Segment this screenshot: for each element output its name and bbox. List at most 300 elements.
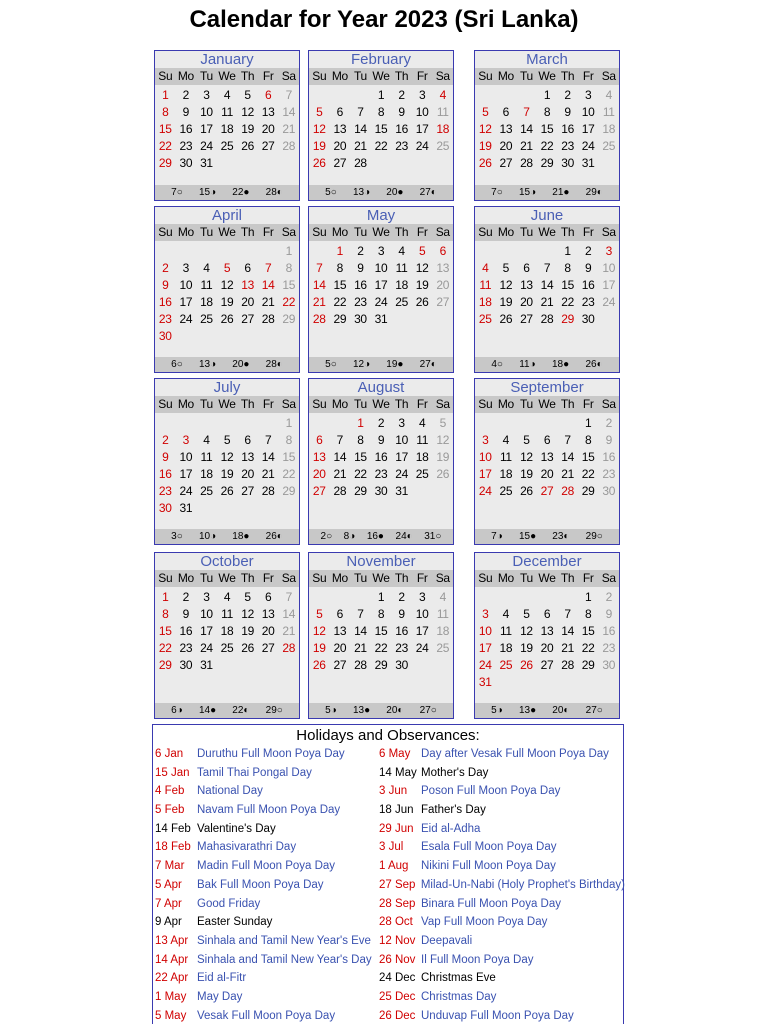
day-cell — [557, 674, 578, 691]
week-row — [309, 415, 453, 432]
day-cell: 16 — [395, 122, 408, 136]
day-cell: 12 — [312, 122, 326, 136]
day-cell: 26 — [520, 658, 533, 672]
moon-phase: 6○ — [171, 359, 183, 370]
holiday-row — [153, 913, 385, 932]
day-cell: 18 — [220, 624, 234, 638]
day-cell: 4 — [605, 88, 612, 102]
weekday-label: Tu — [519, 397, 533, 411]
holiday-row — [153, 801, 385, 820]
day-cell — [391, 311, 412, 328]
day-cell: 11 — [602, 105, 615, 119]
day-cell: 25 — [395, 295, 408, 309]
day-cell: 12 — [520, 450, 533, 464]
day-cell — [475, 589, 496, 606]
month-name: February — [309, 51, 453, 68]
week-row — [155, 277, 299, 294]
day-cell: 23 — [374, 467, 388, 481]
moon-phase: 26◐ — [265, 531, 283, 542]
day-cell: 3 — [398, 416, 405, 430]
day-cell: 24 — [200, 139, 213, 153]
day-cell: 7 — [264, 261, 272, 275]
day-cell: 14 — [354, 624, 367, 638]
day-cell: 8 — [162, 607, 169, 621]
day-cell: 10 — [374, 261, 388, 275]
day-cell: 24 — [478, 658, 492, 672]
day-cell — [496, 589, 517, 606]
day-cell: 2 — [564, 88, 571, 102]
weekday-label: Su — [478, 397, 493, 411]
day-cell: 16 — [374, 450, 388, 464]
day-cell — [278, 657, 299, 674]
day-cell — [432, 155, 453, 172]
day-cell: 29 — [282, 312, 296, 326]
moon-phase: 18● — [551, 359, 570, 370]
day-cell: 27 — [540, 658, 554, 672]
day-cell: 25 — [436, 641, 450, 655]
weekday-header — [309, 396, 453, 413]
day-cell: 3 — [182, 261, 190, 275]
day-cell: 6 — [523, 261, 530, 275]
day-cell: 17 — [478, 641, 492, 655]
day-cell: 7 — [564, 433, 571, 447]
day-cell: 26 — [220, 312, 234, 326]
holiday-row — [153, 764, 385, 783]
week-row — [475, 640, 619, 657]
day-cell: 17 — [602, 278, 616, 292]
day-cell: 4 — [502, 607, 510, 621]
day-cell: 15 — [158, 122, 172, 136]
day-cell: 31 — [581, 156, 595, 170]
day-cell — [516, 87, 537, 104]
day-cell: 27 — [241, 312, 254, 326]
weekday-label: Mo — [331, 571, 348, 585]
day-cell: 8 — [285, 261, 292, 275]
week-row — [309, 294, 453, 311]
weekday-label: Su — [158, 571, 173, 585]
moon-phase: 5○ — [325, 359, 337, 370]
day-cell: 15 — [282, 450, 296, 464]
moon-phases — [309, 357, 453, 372]
week-row — [309, 657, 453, 674]
day-cell: 25 — [602, 139, 616, 153]
holiday-name: Navam Full Moon Poya Day — [197, 804, 341, 817]
day-cell: 28 — [261, 312, 275, 326]
holiday-row — [153, 820, 385, 839]
day-cell: 8 — [584, 433, 592, 447]
day-cell: 22 — [540, 139, 554, 153]
holiday-name: National Day — [197, 785, 263, 798]
holiday-row — [153, 782, 385, 801]
weekday-label: Sa — [601, 225, 616, 239]
day-cell: 10 — [395, 433, 408, 447]
weekday-label: Th — [394, 571, 409, 585]
weekday-label: Sa — [435, 397, 450, 411]
day-cell: 29 — [581, 658, 595, 672]
weekday-label: Tu — [199, 225, 213, 239]
holiday-row — [153, 838, 385, 857]
month-name: October — [155, 553, 299, 570]
moon-phases — [155, 185, 299, 200]
holiday-date: 13 Apr — [155, 934, 189, 947]
week-row — [155, 294, 299, 311]
day-cell — [537, 243, 558, 260]
weekday-header — [155, 68, 299, 85]
day-cell: 9 — [182, 607, 190, 621]
day-cell: 30 — [179, 658, 193, 672]
day-cell: 6 — [543, 607, 551, 621]
week-row — [309, 87, 453, 104]
holiday-date: 9 Apr — [155, 916, 182, 929]
day-cell: 12 — [312, 624, 326, 638]
weekday-label: Mo — [497, 571, 514, 585]
day-cell: 6 — [264, 590, 272, 604]
moon-phases — [475, 357, 619, 372]
day-cell: 25 — [499, 484, 513, 498]
day-cell — [496, 415, 517, 432]
day-cell: 14 — [561, 624, 574, 638]
day-cell: 20 — [261, 122, 275, 136]
holiday-row — [377, 932, 625, 951]
day-cell: 29 — [158, 658, 172, 672]
day-cell: 9 — [398, 105, 405, 119]
moon-phase: 12◑ — [352, 359, 371, 370]
day-cell: 9 — [584, 261, 592, 275]
weekday-header — [155, 224, 299, 241]
weekday-label: We — [372, 69, 390, 83]
moon-phase: 29◐ — [585, 187, 603, 198]
holiday-row — [377, 782, 625, 801]
week-row — [475, 483, 619, 500]
holiday-name: Christmas Eve — [421, 972, 496, 985]
holiday-name: Sinhala and Tamil New Year's Eve — [197, 934, 371, 947]
moon-phase: 29○ — [265, 705, 283, 716]
day-cell: 8 — [336, 261, 344, 275]
day-cell: 21 — [561, 467, 574, 481]
week-row — [155, 432, 299, 449]
day-cell: 26 — [499, 312, 513, 326]
day-cell: 15 — [581, 624, 595, 638]
day-cell: 3 — [605, 244, 612, 258]
day-cell — [278, 500, 299, 517]
day-cell: 9 — [357, 261, 364, 275]
day-cell: 4 — [418, 416, 426, 430]
holiday-date: 25 Dec — [379, 990, 416, 1003]
holiday-date: 18 Jun — [379, 804, 414, 817]
day-cell: 26 — [520, 484, 533, 498]
weekday-label: Sa — [435, 571, 450, 585]
week-row — [309, 606, 453, 623]
day-cell: 3 — [418, 590, 426, 604]
day-cell: 2 — [182, 590, 190, 604]
day-cell: 28 — [282, 641, 296, 655]
moon-phase: 13◑ — [198, 359, 217, 370]
day-cell — [196, 243, 217, 260]
holiday-date: 5 May — [155, 1009, 187, 1022]
day-cell: 2 — [357, 244, 364, 258]
moon-phase: 28◐ — [265, 359, 283, 370]
holiday-date: 28 Sep — [379, 897, 416, 910]
day-cell: 19 — [220, 295, 234, 309]
moon-phases — [475, 529, 619, 544]
day-cell — [176, 328, 197, 345]
month-name: May — [309, 207, 453, 224]
holiday-row — [377, 838, 625, 857]
day-cell — [537, 674, 558, 691]
holiday-date: 15 Jan — [155, 766, 190, 779]
moon-phase: 15● — [518, 531, 537, 542]
holiday-name: Esala Full Moon Poya Day — [421, 841, 557, 854]
day-cell: 13 — [333, 122, 347, 136]
day-cell — [350, 87, 371, 104]
moon-phase: 27○ — [419, 705, 437, 716]
weekday-label: Th — [560, 571, 575, 585]
month-name: March — [475, 51, 619, 68]
day-cell: 30 — [395, 658, 408, 672]
day-cell: 26 — [478, 156, 492, 170]
week-row — [475, 138, 619, 155]
holiday-name: Tamil Thai Pongal Day — [197, 766, 312, 779]
weekday-label: Mo — [177, 69, 194, 83]
weekday-label: Sa — [281, 397, 296, 411]
day-cell: 14 — [540, 278, 554, 292]
month-april — [154, 206, 300, 373]
day-cell: 31 — [200, 658, 213, 672]
day-cell: 1 — [543, 88, 551, 102]
day-cell — [598, 311, 619, 328]
day-cell: 13 — [540, 450, 554, 464]
day-cell: 12 — [241, 105, 254, 119]
day-cell: 22 — [158, 641, 172, 655]
day-cell: 11 — [200, 450, 213, 464]
day-cell: 12 — [478, 122, 492, 136]
weekday-header — [155, 570, 299, 587]
day-cell: 5 — [523, 607, 530, 621]
day-cell: 21 — [561, 641, 574, 655]
moon-phase: 8◑ — [343, 531, 356, 542]
day-cell — [330, 87, 351, 104]
month-september — [474, 378, 620, 545]
day-cell: 4 — [203, 261, 210, 275]
weekday-label: Mo — [331, 69, 348, 83]
weekday-header — [475, 68, 619, 85]
day-cell: 18 — [436, 624, 450, 638]
holiday-row — [377, 969, 625, 988]
day-cell: 17 — [415, 624, 429, 638]
weekday-header — [309, 68, 453, 85]
day-cell: 20 — [333, 139, 347, 153]
holiday-name: Eid al-Adha — [421, 822, 481, 835]
holiday-row — [377, 801, 625, 820]
day-cell: 18 — [200, 467, 213, 481]
day-cell: 2 — [605, 590, 612, 604]
week-row — [155, 243, 299, 260]
day-cell: 28 — [333, 484, 347, 498]
day-cell: 18 — [499, 641, 513, 655]
day-cell: 26 — [312, 658, 326, 672]
week-row — [155, 483, 299, 500]
day-cell: 28 — [561, 484, 574, 498]
weekday-label: Su — [312, 397, 327, 411]
day-cell: 19 — [312, 641, 326, 655]
day-cell: 16 — [179, 624, 193, 638]
moon-phase: 31○ — [424, 531, 442, 542]
moon-phase: 15◑ — [198, 187, 217, 198]
week-row — [309, 483, 453, 500]
weekday-label: Mo — [177, 397, 194, 411]
weekday-header — [309, 224, 453, 241]
day-cell — [432, 657, 453, 674]
week-row — [309, 260, 453, 277]
day-cell: 24 — [415, 139, 429, 153]
holiday-name: Vesak Full Moon Poya Day — [197, 1009, 336, 1022]
day-cell: 8 — [543, 105, 551, 119]
day-cell: 26 — [220, 484, 234, 498]
weekday-label: Mo — [177, 571, 194, 585]
day-cell: 19 — [520, 467, 533, 481]
day-cell: 17 — [200, 122, 213, 136]
month-february — [308, 50, 454, 201]
day-cell — [537, 589, 558, 606]
day-cell: 24 — [478, 484, 492, 498]
day-cell: 7 — [357, 105, 364, 119]
day-cell: 17 — [179, 467, 193, 481]
holiday-date: 24 Dec — [379, 972, 416, 985]
day-cell: 1 — [377, 88, 385, 102]
weekday-label: Su — [312, 571, 327, 585]
day-cell: 11 — [221, 105, 233, 119]
moon-phase: 27○ — [585, 705, 603, 716]
weekday-label: Th — [560, 397, 575, 411]
day-cell: 18 — [415, 450, 429, 464]
month-name: August — [309, 379, 453, 396]
holiday-date: 29 Jun — [379, 822, 414, 835]
day-cell — [217, 657, 238, 674]
day-cell: 3 — [482, 433, 489, 447]
week-row — [475, 606, 619, 623]
holiday-name: Eid al-Fitr — [197, 972, 247, 985]
day-cell — [258, 415, 279, 432]
weekday-header — [475, 570, 619, 587]
day-cell: 20 — [241, 295, 254, 309]
day-cell: 22 — [374, 641, 388, 655]
day-cell: 15 — [561, 278, 574, 292]
week-row — [309, 589, 453, 606]
day-cell: 25 — [436, 139, 450, 153]
day-cell — [309, 589, 330, 606]
holiday-date: 5 Feb — [155, 804, 185, 817]
day-cell: 24 — [374, 295, 388, 309]
weekday-header — [475, 224, 619, 241]
day-cell: 21 — [333, 467, 347, 481]
holiday-date: 1 Aug — [379, 860, 409, 873]
day-cell — [237, 328, 258, 345]
holiday-row — [153, 1007, 385, 1025]
weekday-label: Fr — [582, 69, 594, 83]
day-cell: 10 — [179, 450, 193, 464]
weekday-label: Tu — [353, 397, 367, 411]
weekday-label: Mo — [497, 225, 514, 239]
weekday-label: Tu — [519, 225, 533, 239]
weekday-label: Th — [240, 397, 255, 411]
day-cell — [557, 589, 578, 606]
holiday-name: Milad-Un-Nabi (Holy Prophet's Birthday) — [420, 878, 625, 891]
week-row — [155, 260, 299, 277]
day-cell — [391, 155, 412, 172]
holiday-date: 7 Apr — [155, 897, 182, 910]
holiday-date: 26 Dec — [379, 1009, 416, 1022]
day-cell: 17 — [478, 467, 492, 481]
week-row — [475, 589, 619, 606]
day-cell: 28 — [561, 658, 574, 672]
weekday-label: Mo — [177, 225, 194, 239]
holiday-name: Sinhala and Tamil New Year's Day — [197, 953, 372, 966]
day-cell — [237, 243, 258, 260]
day-cell: 2 — [398, 88, 405, 102]
day-cell: 22 — [374, 139, 388, 153]
day-cell: 9 — [182, 105, 190, 119]
day-cell: 31 — [200, 156, 213, 170]
week-row — [475, 466, 619, 483]
holiday-name: Bak Full Moon Poya Day — [197, 878, 324, 891]
holiday-name: Duruthu Full Moon Poya Day — [197, 748, 345, 760]
day-cell: 21 — [282, 122, 296, 136]
moon-phase: 21● — [552, 187, 570, 198]
week-row — [475, 623, 619, 640]
day-cell: 14 — [261, 450, 275, 464]
weekday-label: Fr — [582, 397, 594, 411]
day-cell: 29 — [333, 312, 347, 326]
week-row — [155, 328, 299, 345]
day-cell: 2 — [398, 590, 405, 604]
day-cell: 30 — [158, 329, 172, 343]
weekday-label: Mo — [497, 69, 514, 83]
day-cell: 21 — [520, 139, 533, 153]
day-cell: 6 — [244, 433, 251, 447]
day-cell — [516, 674, 537, 691]
day-cell — [578, 674, 599, 691]
holiday-row — [153, 857, 385, 876]
day-cell: 18 — [395, 278, 408, 292]
moon-phase: 2○ — [320, 531, 333, 542]
weekday-header — [475, 396, 619, 413]
week-row — [475, 415, 619, 432]
day-cell: 14 — [561, 450, 574, 464]
day-cell: 11 — [395, 261, 408, 275]
holidays-left-column — [153, 745, 385, 1025]
day-cell: 7 — [523, 105, 530, 119]
day-cell: 20 — [520, 295, 533, 309]
day-cell: 17 — [179, 295, 193, 309]
day-cell: 5 — [439, 416, 446, 430]
week-row — [475, 260, 619, 277]
moon-phase: 20◐ — [386, 705, 404, 716]
day-cell: 14 — [354, 122, 367, 136]
moon-phase: 3○ — [171, 531, 183, 542]
day-cell: 10 — [415, 105, 429, 119]
weekday-label: Th — [560, 69, 575, 83]
day-cell: 25 — [220, 641, 234, 655]
weekday-label: Sa — [435, 225, 450, 239]
day-cell: 14 — [333, 450, 347, 464]
holiday-name: Easter Sunday — [197, 916, 273, 929]
moon-phase: 18● — [232, 531, 250, 542]
day-cell: 26 — [312, 156, 326, 170]
week-row — [155, 466, 299, 483]
day-cell: 9 — [162, 450, 169, 464]
weekday-label: We — [538, 571, 556, 585]
month-january — [154, 50, 300, 201]
